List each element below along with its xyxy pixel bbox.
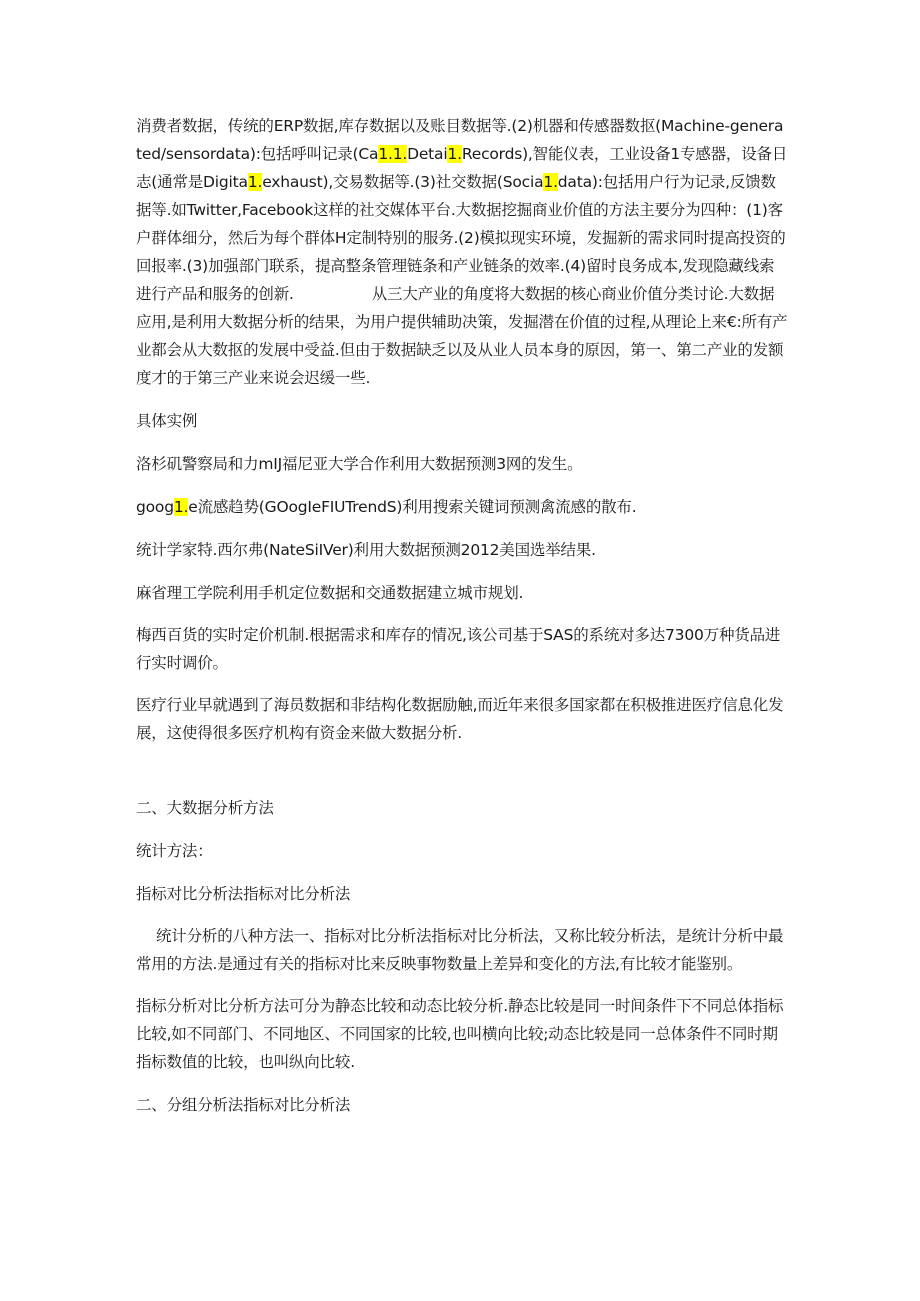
subsection-label: 统计方法： — [136, 842, 213, 860]
intro-text-2: Detai — [407, 145, 448, 163]
intro-text-3: Records),智能仪表，工业设备1专感器，设备日志(通常是Digita — [136, 145, 788, 191]
intro-text-6: 从三大产业的角度将大数据的核心商业价值分类讨论.大数据应用,是利用大数据分析的结果，为用户提供辅助决策，发掘潜在价值的过程,从理论上来€:所有产业都会从大数抠的发展中受益.但由于数据缺乏以及从业人员本身的原因，第一、第二产业的发额度才的于第三产业来说会迟缓一些. — [136, 285, 788, 387]
example-item: 医疗行业早就遇到了海员数据和非结构化数据励触,而近年来很多国家都在积极推进医疗信息化发展，这使得很多医疗机构有资金来做大数据分析. — [136, 696, 784, 742]
intro-text-1: 消费者数据，传统的ERP数据,库存数据以及账目数据等.(2)机器和传感器数抠(Machine-generated/sensordata):包括呼叫记录(Ca — [136, 117, 784, 163]
document-body — [136, 112, 788, 1119]
body-paragraph: 指标分析对比分析方法可分为静态比较和动态比较分析.静态比较是同一时间条件下不同总体指标比较,如不同部门、不同地区、不同国家的比较,也叫横向比较;动态比较是同一总体条件不同时期指标数值的比较，也叫纵向比较. — [136, 997, 784, 1071]
example-text-post: e流感趋势(GOogIeFIUTrendS)利用搜索关键词预测禽流感的散布. — [188, 498, 637, 516]
example-item — [136, 493, 788, 521]
highlight-mark: 1. — [447, 145, 462, 163]
subsection-heading: 指标对比分析法指标对比分析法 — [136, 885, 351, 903]
highlight-mark: 1.1. — [378, 145, 408, 163]
example-text-pre: goog — [136, 498, 174, 516]
example-item: 洛杉矶警察局和力mIJ福尼亚大学合作利用大数据预测3网的发生。 — [136, 455, 583, 473]
section-heading: 二、大数据分析方法 — [136, 799, 274, 817]
intro-paragraph — [136, 112, 788, 392]
intro-text-5: data):包括用户行为记录,反馈数据等.如Twitter,Facebook这样的社交媒体平台.大数据挖掘商业价值的方法主要分为四种：(1)客户群体细分，然后为每个群体H定制特别的服务.(2)模拟现实环境，发掘新的需求同时提高投资的回报率.(3)加强部门联系，提高整条管理链条和产业链条的效率.(4)留时良务成本,发现隐藏线索进行产品和服务的创新. — [136, 173, 786, 303]
example-item: 统计学家特.西尔弗(NateSiIVer)利用大数据预测2012美国选举结果. — [136, 541, 596, 559]
example-item: 梅西百货的实时定价机制.根据需求和库存的情况,该公司基于SAS的系统对多达7300万种货品进行实时调价。 — [136, 626, 781, 672]
highlight-mark: 1. — [173, 498, 189, 516]
section-heading: 二、分组分析法指标对比分析法 — [136, 1096, 351, 1114]
body-paragraph: 统计分析的八种方法一、指标对比分析法指标对比分析法，又称比较分析法，是统计分析中最常用的方法.是通过有关的指标对比来反映事物数量上差异和变化的方法,有比较才能鉴别。 — [136, 927, 784, 973]
highlight-mark: 1. — [247, 173, 263, 191]
highlight-mark: 1. — [543, 173, 558, 191]
example-item: 麻省理工学院利用手机定位数据和交通数据建立城市规划. — [136, 584, 524, 602]
examples-heading: 具体实例 — [136, 412, 198, 430]
intro-text-4: exhaust),交易数据等.(3)社交数据(Socia — [262, 173, 544, 191]
